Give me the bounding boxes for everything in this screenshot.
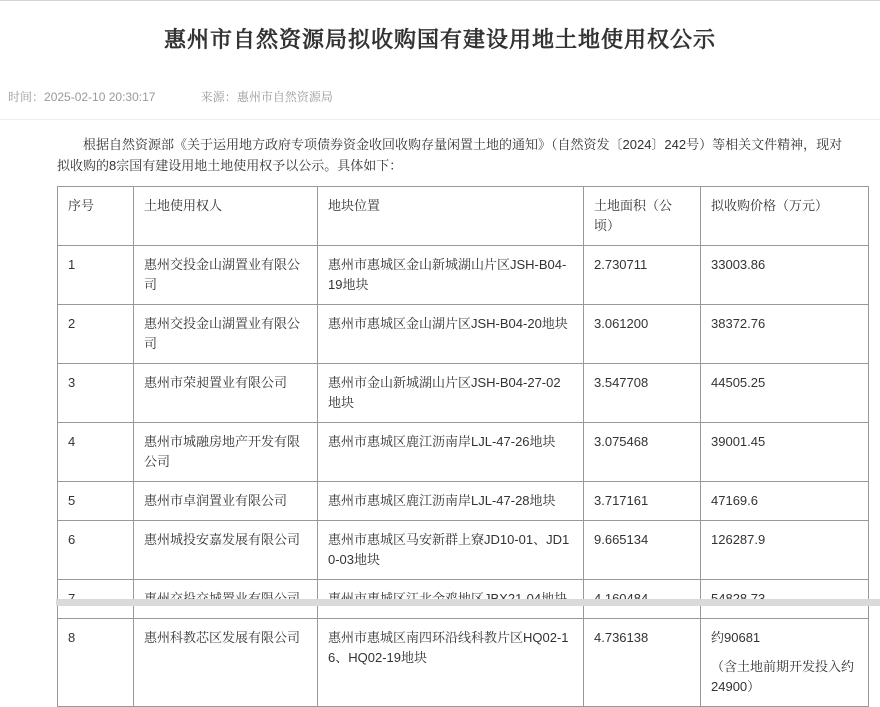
cell-price <box>701 619 869 707</box>
meta-time <box>8 88 155 105</box>
col-header-owner: 土地使用权人 <box>134 187 318 246</box>
cell-price: 44505.25 <box>701 364 869 423</box>
page-title: 惠州市自然资源局拟收购国有建设用地土地使用权公示 <box>163 27 716 52</box>
cell-price: 33003.86 <box>701 246 869 305</box>
cell-area: 3.717161 <box>584 482 701 521</box>
cell-no: 4 <box>58 423 134 482</box>
table-header-row <box>58 187 869 246</box>
cell-no: 5 <box>58 482 134 521</box>
col-header-no: 序号 <box>58 187 134 246</box>
cell-no: 6 <box>58 521 134 580</box>
cell-owner: 惠州市荣昶置业有限公司 <box>134 364 318 423</box>
cell-location: 惠州市惠城区金山新城湖山片区JSH-B04-19地块 <box>318 246 584 305</box>
cell-location: 惠州市金山新城湖山片区JSH-B04-27-02地块 <box>318 364 584 423</box>
meta-source-value: 惠州市自然资源局 <box>236 90 333 104</box>
cell-price: 38372.76 <box>701 305 869 364</box>
cell-owner: 惠州城投安嘉发展有限公司 <box>134 521 318 580</box>
meta-time-label: 时间： <box>8 90 45 104</box>
cell-price: 126287.9 <box>701 521 869 580</box>
col-header-price: 拟收购价格（万元） <box>701 187 869 246</box>
cell-price: 39001.45 <box>701 423 869 482</box>
cell-owner: 惠州市卓润置业有限公司 <box>134 482 318 521</box>
cell-no: 1 <box>58 246 134 305</box>
intro-paragraph: 根据自然资源部《关于运用地方政府专项债券资金收回收购存量闲置土地的通知》（自然资发〔2024〕242号）等相关文件精神，现对拟收购的8宗国有建设用地土地使用权予以公示。具体如下： <box>57 137 843 173</box>
cell-owner: 惠州交投金山湖置业有限公司 <box>134 246 318 305</box>
cell-location: 惠州市惠城区南四环沿线科教片区HQ02-16、HQ02-19地块 <box>318 619 584 707</box>
cell-location: 惠州市惠城区马安新群上寮JD10-01、JD10-03地块 <box>318 521 584 580</box>
price-note: （含土地前期开发投入约24900） <box>711 659 855 694</box>
cell-no: 3 <box>58 364 134 423</box>
cell-location: 惠州市惠城区鹿江沥南岸LJL-47-28地块 <box>318 482 584 521</box>
price-value: 约90681 <box>711 630 761 645</box>
table-row <box>58 364 869 423</box>
table-row <box>58 482 869 521</box>
table-row <box>58 305 869 364</box>
cell-owner: 惠州交投金山湖置业有限公司 <box>134 305 318 364</box>
cell-area: 3.547708 <box>584 364 701 423</box>
meta-source-label: 来源： <box>200 90 237 104</box>
cell-area: 9.665134 <box>584 521 701 580</box>
cell-no: 8 <box>58 619 134 707</box>
meta-source <box>201 88 333 105</box>
page-bottom-edge <box>56 599 880 606</box>
cell-area: 3.061200 <box>584 305 701 364</box>
cell-price: 47169.6 <box>701 482 869 521</box>
col-header-location: 地块位置 <box>318 187 584 246</box>
table-row <box>58 423 869 482</box>
cell-owner: 惠州市城融房地产开发有限公司 <box>134 423 318 482</box>
meta-bar <box>0 80 880 120</box>
cell-owner: 惠州科教芯区发展有限公司 <box>134 619 318 707</box>
table-row <box>58 246 869 305</box>
cell-location: 惠州市惠城区鹿江沥南岸LJL-47-26地块 <box>318 423 584 482</box>
meta-time-value: 2025-02-10 20:30:17 <box>44 90 156 104</box>
cell-area: 2.730711 <box>584 246 701 305</box>
cell-area: 3.075468 <box>584 423 701 482</box>
table-row <box>58 521 869 580</box>
table-row <box>58 619 869 707</box>
col-header-area: 土地面积（公顷） <box>584 187 701 246</box>
land-table <box>57 186 869 707</box>
cell-area: 4.736138 <box>584 619 701 707</box>
cell-no: 2 <box>58 305 134 364</box>
cell-location: 惠州市惠城区金山湖片区JSH-B04-20地块 <box>318 305 584 364</box>
